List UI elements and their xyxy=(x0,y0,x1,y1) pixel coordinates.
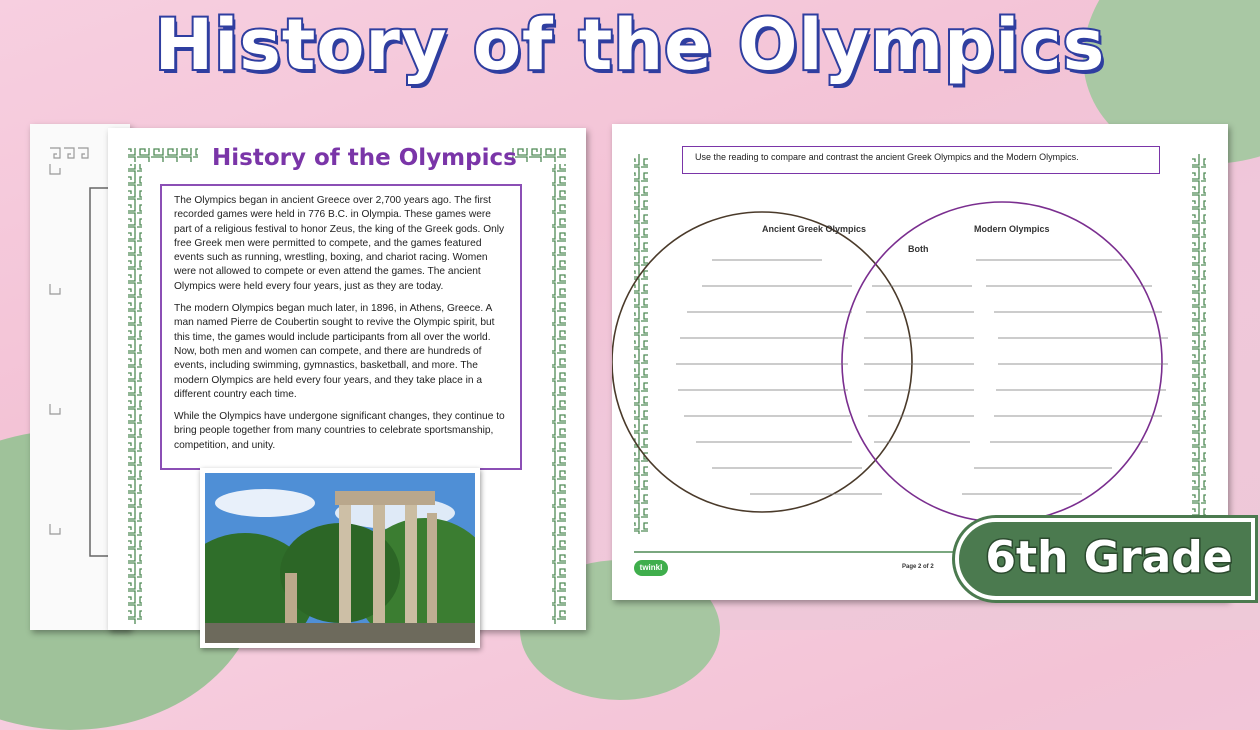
banner-title: History of the Olympics xyxy=(154,4,1106,86)
page-number: Page 2 of 2 xyxy=(902,564,934,570)
venn-circle-ancient xyxy=(612,212,912,512)
venn-label-modern: Modern Olympics xyxy=(974,224,1050,234)
venn-writing-lines xyxy=(676,260,1168,494)
venn-instruction-box: Use the reading to compare and contrast the ancient Greek Olympics and the Modern Olympics. xyxy=(682,146,1160,174)
venn-label-ancient: Ancient Greek Olympics xyxy=(762,224,867,234)
olympia-ruins-photo xyxy=(200,468,480,648)
reading-page xyxy=(108,128,586,630)
reading-paragraph: While the Olympics have undergone significant changes, they continue to bring people together from many countries to celebrate sportsmanship, competition, and unity. xyxy=(174,411,505,451)
venn-circle-modern xyxy=(842,202,1162,522)
temple-columns-image xyxy=(205,473,475,643)
reading-paragraph: The modern Olympics began much later, in 1896, in Athens, Greece. A man named Pierre de Coubertin sought to revive the Olympic spirit, but this time, the games would include participants from all over the world. Now, both men and women can compete, and there are hundreds of events, including swimming, gymnastics, basketball, and more. The modern Olympics are held every four years, and they take place in a different country each time. xyxy=(174,303,495,400)
reading-paragraph: The Olympics began in ancient Greece over 2,700 years ago. The first recorded games were held in 776 B.C. in Olympia. These games were part of a religious festival to honor Zeus, the king of the Greek gods. Only free Greek men were permitted to compete, and the games featured events such as running, wrestling, boxing, and chariot racing. Women were not allowed to compete or even attend the games. The ancient Olympics were held every four years, just as they are today. xyxy=(174,195,505,292)
venn-diagram xyxy=(612,124,1228,544)
grade-badge-label: 6th Grade xyxy=(985,532,1233,583)
reading-passage-box xyxy=(160,184,522,470)
reading-page-title: History of the Olympics xyxy=(212,145,517,171)
grade-badge xyxy=(955,518,1255,600)
venn-label-both: Both xyxy=(908,244,929,254)
twinkl-logo: twinkl xyxy=(634,560,668,576)
